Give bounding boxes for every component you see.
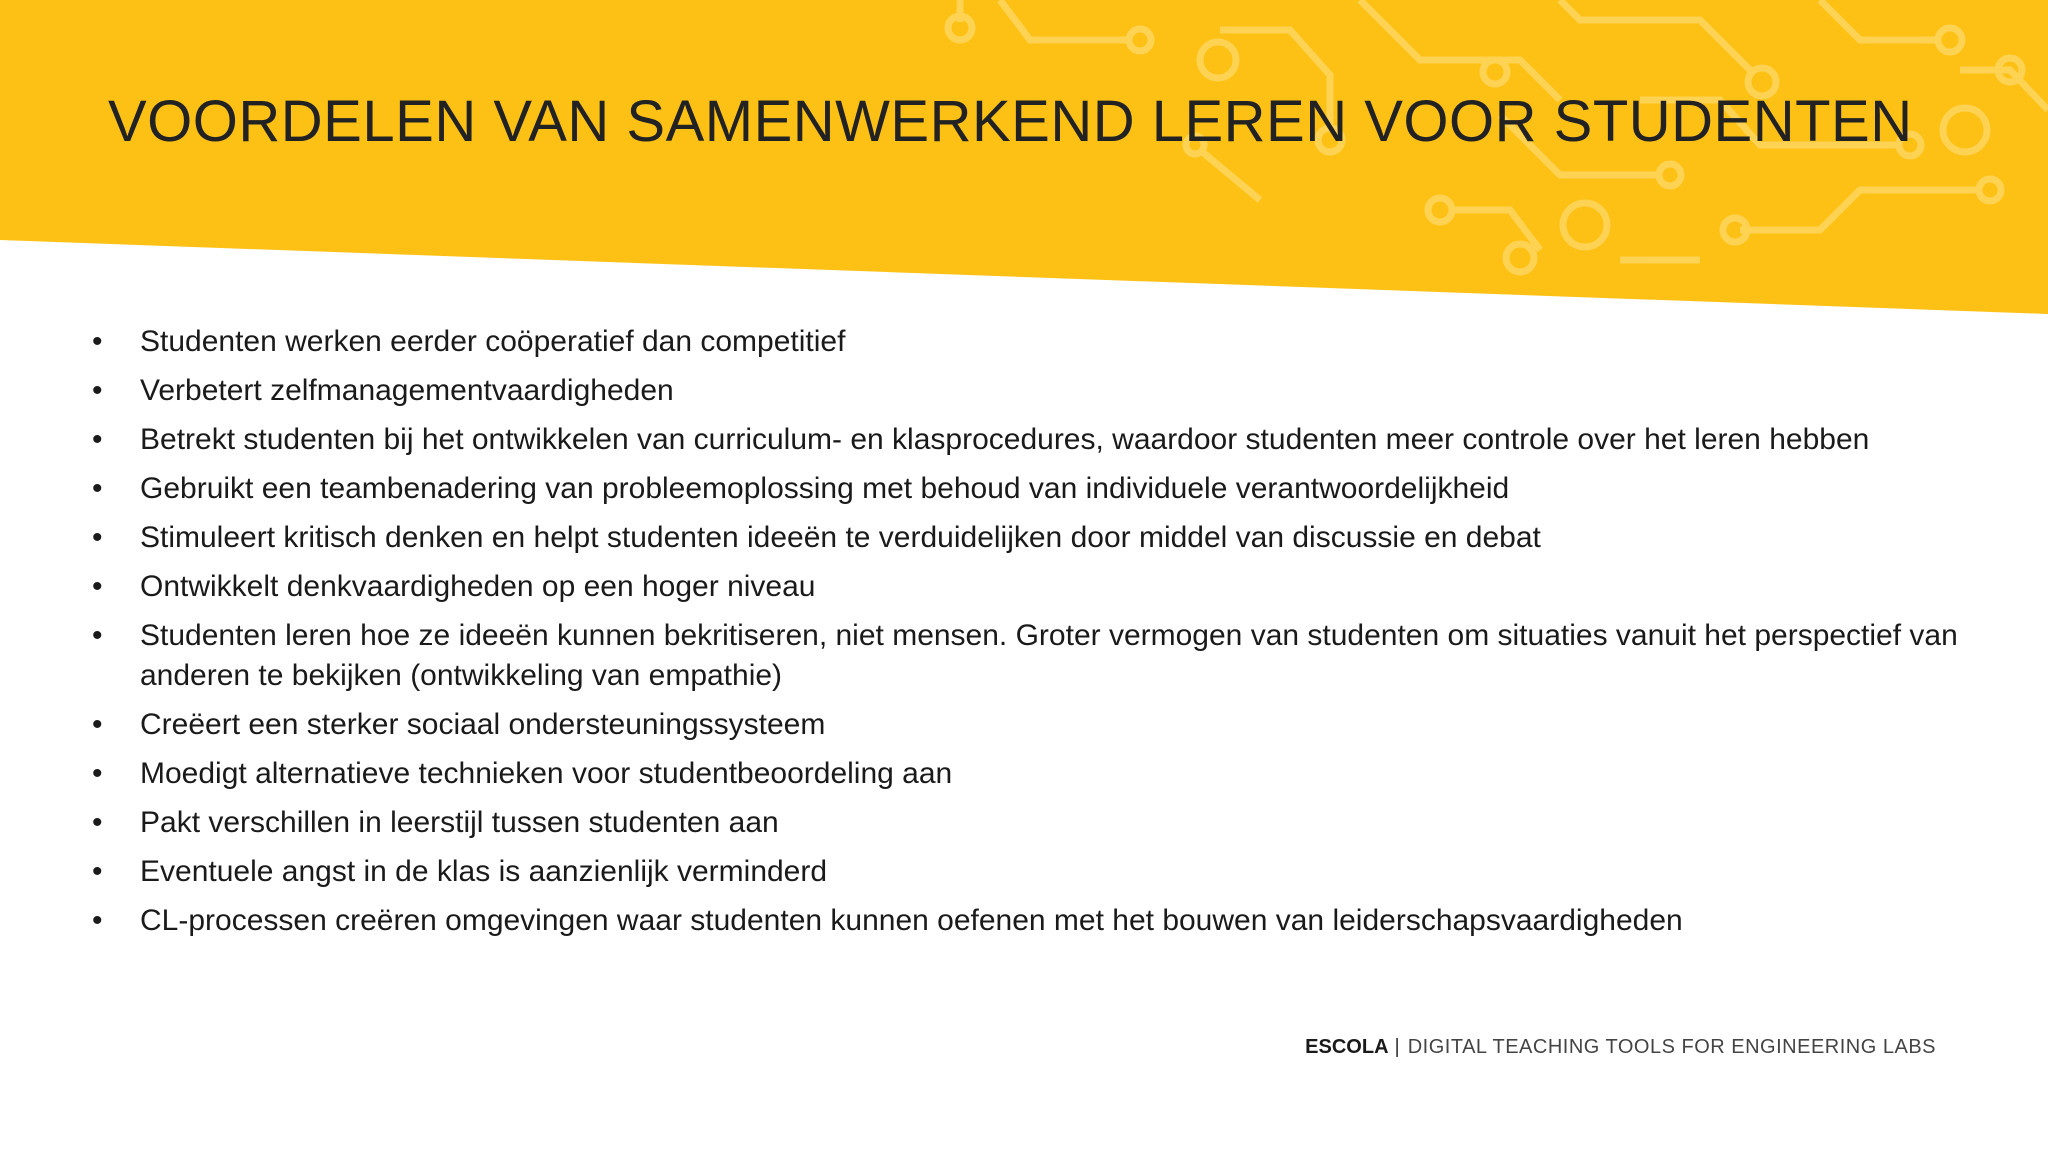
banner-shape xyxy=(0,0,2048,314)
bullet-list xyxy=(92,322,1972,950)
bullet-icon: • xyxy=(92,423,103,456)
bullet-text: Eventuele angst in de klas is aanzienlijk verminderd xyxy=(140,855,828,888)
bullet-icon: • xyxy=(92,374,103,407)
bullet-item xyxy=(92,754,1972,794)
bullet-text: Gebruikt een teambenadering van probleemoplossing met behoud van individuele verantwoordelijkheid xyxy=(140,472,1510,505)
bullet-item xyxy=(92,322,1972,362)
bullet-icon: • xyxy=(92,570,103,603)
bullet-icon: • xyxy=(92,904,103,937)
bullet-icon: • xyxy=(92,855,103,888)
bullet-item xyxy=(92,803,1972,843)
bullet-text: Studenten werken eerder coöperatief dan competitief xyxy=(140,325,846,358)
bullet-text: CL-processen creëren omgevingen waar studenten kunnen oefenen met het bouwen van leiderschapsvaardigheden xyxy=(140,904,1683,937)
bullet-item xyxy=(92,567,1972,607)
bullet-item xyxy=(92,469,1972,509)
bullet-text: Ontwikkelt denkvaardigheden op een hoger niveau xyxy=(140,570,816,603)
bullet-icon: • xyxy=(92,708,103,741)
bullet-icon: • xyxy=(92,472,103,505)
bullet-icon: • xyxy=(92,325,103,358)
bullet-text: Betrekt studenten bij het ontwikkelen van curriculum- en klasprocedures, waardoor studenten meer controle over het leren hebben xyxy=(140,423,1870,456)
bullet-icon: • xyxy=(92,757,103,790)
bullet-item xyxy=(92,518,1972,558)
header-banner xyxy=(0,0,2048,320)
bullet-item xyxy=(92,420,1972,460)
footer xyxy=(1305,1036,1936,1059)
bullet-text: Stimuleert kritisch denken en helpt studenten ideeën te verduidelijken door middel van discussie en debat xyxy=(140,521,1541,554)
bullet-icon: • xyxy=(92,521,103,554)
bullet-text: Pakt verschillen in leerstijl tussen studenten aan xyxy=(140,806,779,839)
bullet-text: Creëert een sterker sociaal ondersteuningssysteem xyxy=(140,708,826,741)
bullet-item xyxy=(92,616,1972,696)
footer-tagline: DIGITAL TEACHING TOOLS FOR ENGINEERING LABS xyxy=(1407,1036,1936,1058)
slide-title: VOORDELEN VAN SAMENWERKEND LEREN VOOR STUDENTEN xyxy=(108,89,1913,154)
bullet-text: Verbetert zelfmanagementvaardigheden xyxy=(140,374,674,407)
footer-brand: ESCOLA xyxy=(1305,1036,1389,1058)
bullet-item xyxy=(92,901,1972,941)
bullet-text: Moedigt alternatieve technieken voor studentbeoordeling aan xyxy=(140,757,953,790)
bullet-icon: • xyxy=(92,619,103,652)
bullet-item xyxy=(92,852,1972,892)
footer-separator: | xyxy=(1394,1036,1400,1058)
bullet-icon: • xyxy=(92,806,103,839)
bullet-item xyxy=(92,705,1972,745)
bullet-text: Studenten leren hoe ze ideeën kunnen bekritiseren, niet mensen. Groter vermogen van studenten om situaties vanuit het perspectief van anderen te bekijken (ontwikkeling van empathie) xyxy=(140,619,1958,692)
bullet-item xyxy=(92,371,1972,411)
